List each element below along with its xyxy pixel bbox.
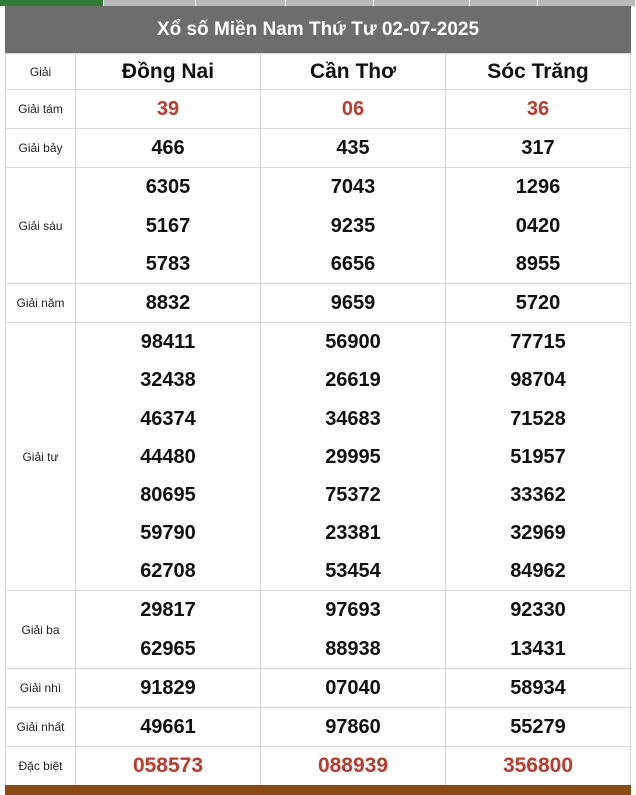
results-table xyxy=(5,53,631,786)
prize-label: Giải nhất xyxy=(6,708,76,747)
prize-row xyxy=(6,747,631,786)
winning-number: 33362 xyxy=(510,483,566,506)
prize-cell xyxy=(76,591,261,668)
winning-number: 92330 xyxy=(510,599,566,622)
prize-cell xyxy=(261,708,446,747)
prize-label: Giải ba xyxy=(6,591,76,668)
bottom-bar xyxy=(5,785,631,795)
winning-number: 0420 xyxy=(515,214,561,237)
prize-cell xyxy=(446,747,631,786)
province-header: Đồng Nai xyxy=(76,54,261,90)
prize-cell xyxy=(76,129,261,168)
winning-number: 98411 xyxy=(140,331,196,354)
prize-row xyxy=(6,708,631,747)
winning-number: 8955 xyxy=(515,252,561,275)
winning-number: 84962 xyxy=(510,560,566,583)
winning-number: 1296 xyxy=(515,176,561,199)
winning-number: 32969 xyxy=(510,522,566,545)
prize-cell xyxy=(261,90,446,129)
results-title: Xổ số Miền Nam Thứ Tư 02-07-2025 xyxy=(5,6,631,53)
winning-number: 77715 xyxy=(510,331,566,354)
prize-row xyxy=(6,129,631,168)
winning-number: 36 xyxy=(526,98,550,120)
winning-number: 55279 xyxy=(510,716,566,738)
prize-cell xyxy=(446,129,631,168)
prize-label: Giải tám xyxy=(6,90,76,129)
winning-number: 75372 xyxy=(325,483,381,506)
prize-cell xyxy=(76,747,261,786)
prize-row xyxy=(6,90,631,129)
prize-cell xyxy=(76,668,261,707)
winning-number: 435 xyxy=(336,137,370,160)
prize-label: Giải bảy xyxy=(6,129,76,168)
prize-cell xyxy=(76,283,261,322)
winning-number: 62708 xyxy=(140,560,196,583)
winning-number: 088939 xyxy=(317,754,389,778)
winning-number: 88938 xyxy=(325,637,381,660)
winning-number: 6656 xyxy=(330,252,376,275)
prize-cell xyxy=(261,129,446,168)
prize-cell xyxy=(446,668,631,707)
prize-row xyxy=(6,323,631,591)
winning-number: 39 xyxy=(156,98,180,120)
prize-label: Giải nhì xyxy=(6,668,76,707)
winning-number: 44480 xyxy=(140,445,196,468)
prize-cell xyxy=(261,668,446,707)
winning-number: 23381 xyxy=(325,522,381,545)
winning-number: 98704 xyxy=(510,369,566,392)
prize-cell xyxy=(76,90,261,129)
winning-number: 9235 xyxy=(330,214,376,237)
winning-number: 71528 xyxy=(510,407,566,430)
prize-cell xyxy=(261,283,446,322)
prize-label: Giải năm xyxy=(6,283,76,322)
winning-number: 9659 xyxy=(330,291,376,314)
winning-number: 97693 xyxy=(325,599,381,622)
winning-number: 58934 xyxy=(510,676,566,699)
winning-number: 91829 xyxy=(140,676,196,699)
results-panel xyxy=(5,6,631,786)
winning-number: 07040 xyxy=(325,676,381,699)
prize-cell xyxy=(261,323,446,591)
prize-label: Đặc biệt xyxy=(6,747,76,786)
province-header: Cần Thơ xyxy=(261,54,446,90)
prize-row xyxy=(6,168,631,284)
winning-number: 5783 xyxy=(145,252,191,275)
prize-label: Giải sáu xyxy=(6,168,76,284)
winning-number: 356800 xyxy=(502,754,574,778)
winning-number: 06 xyxy=(341,98,365,120)
winning-number: 32438 xyxy=(140,369,196,392)
prize-cell xyxy=(76,323,261,591)
winning-number: 97860 xyxy=(325,716,381,738)
winning-number: 53454 xyxy=(325,560,381,583)
prize-row xyxy=(6,668,631,707)
prize-cell xyxy=(446,323,631,591)
winning-number: 5720 xyxy=(515,291,561,314)
winning-number: 29995 xyxy=(325,445,381,468)
winning-number: 29817 xyxy=(140,599,196,622)
winning-number: 5167 xyxy=(145,214,191,237)
province-header: Sóc Trăng xyxy=(446,54,631,90)
winning-number: 466 xyxy=(151,137,185,160)
winning-number: 46374 xyxy=(140,407,196,430)
winning-number: 8832 xyxy=(145,291,191,314)
winning-number: 6305 xyxy=(145,176,191,199)
winning-number: 26619 xyxy=(325,369,381,392)
prize-cell xyxy=(446,283,631,322)
winning-number: 317 xyxy=(521,137,555,160)
winning-number: 49661 xyxy=(140,716,196,738)
winning-number: 59790 xyxy=(140,522,196,545)
prize-cell xyxy=(446,708,631,747)
winning-number: 51957 xyxy=(510,445,566,468)
winning-number: 7043 xyxy=(330,176,376,199)
prize-cell xyxy=(76,708,261,747)
prize-label: Giải tư xyxy=(6,323,76,591)
prize-cell xyxy=(446,591,631,668)
winning-number: 34683 xyxy=(325,407,381,430)
prize-column-header: Giải xyxy=(6,54,76,90)
prize-cell xyxy=(446,168,631,284)
winning-number: 80695 xyxy=(140,483,196,506)
winning-number: 56900 xyxy=(325,331,381,354)
prize-cell xyxy=(76,168,261,284)
table-header-row xyxy=(6,54,631,90)
prize-row xyxy=(6,591,631,668)
winning-number: 13431 xyxy=(510,637,566,660)
prize-row xyxy=(6,283,631,322)
prize-cell xyxy=(446,90,631,129)
prize-cell xyxy=(261,747,446,786)
winning-number: 058573 xyxy=(132,754,204,778)
winning-number: 62965 xyxy=(140,637,196,660)
prize-cell xyxy=(261,168,446,284)
prize-cell xyxy=(261,591,446,668)
